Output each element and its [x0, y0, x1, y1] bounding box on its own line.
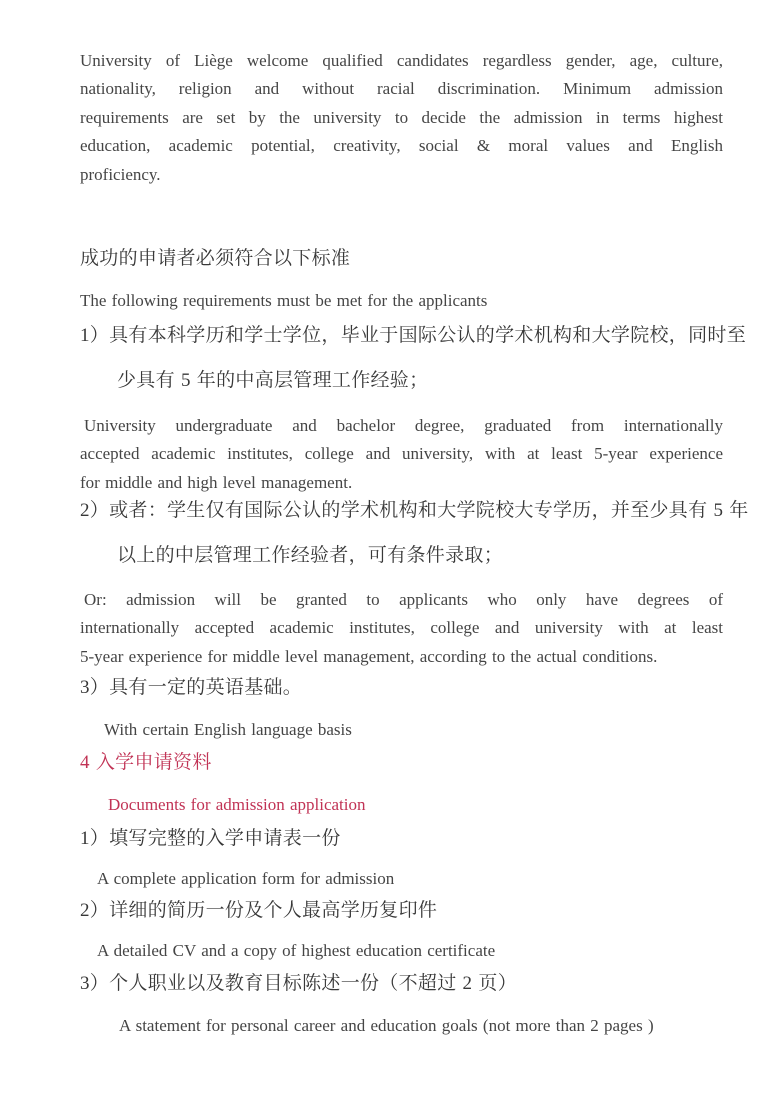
- requirements-heading-en: The following requirements must be met for the applicants: [80, 291, 488, 310]
- requirement-item-cn: 2）或者：学生仅有国际公认的学术机构和大学院校大专学历，并至少具有 5 年: [80, 500, 749, 521]
- requirement-item-en-line: internationally accepted academic institutes, college and university with at least: [80, 618, 723, 637]
- intro-paragraph-line: proficiency.: [80, 165, 161, 184]
- requirement-item-en-line: accepted academic institutes, college and university, with at least 5-year experience: [80, 444, 723, 463]
- requirement-item-en-line: 5-year experience for middle level management, according to the actual conditions.: [80, 647, 658, 666]
- requirement-item-cn-continuation: 以上的中层管理工作经验者，可有条件录取；: [117, 545, 504, 566]
- requirement-item-en-line: for middle and high level management.: [80, 473, 353, 492]
- requirement-item-en-line: University undergraduate and bachelor degree, graduated from internationally: [84, 416, 723, 435]
- document-item-en: A detailed CV and a copy of highest education certificate: [97, 941, 496, 960]
- intro-paragraph-line: requirements are set by the university to decide the admission in terms highest: [80, 108, 723, 127]
- requirement-item-en-line: Or: admission will be granted to applicants who only have degrees of: [84, 590, 723, 609]
- document-item-en: A statement for personal career and education goals (not more than 2 pages ): [119, 1016, 654, 1035]
- requirement-item-en-line: With certain English language basis: [104, 720, 352, 739]
- requirement-item-cn: 1）具有本科学历和学士学位，毕业于国际公认的学术机构和大学院校，同时至: [80, 325, 747, 346]
- documents-heading-en: Documents for admission application: [108, 795, 366, 814]
- documents-heading-cn: 4 入学申请资料: [80, 752, 212, 773]
- document-item-cn: 3）个人职业以及教育目标陈述一份（不超过 2 页）: [80, 973, 518, 994]
- intro-paragraph-line: education, academic potential, creativity, social & moral values and English: [80, 136, 723, 155]
- intro-paragraph-line: nationality, religion and without racial discrimination. Minimum admission: [80, 79, 723, 98]
- intro-paragraph-line: University of Liège welcome qualified candidates regardless gender, age, culture,: [80, 51, 723, 70]
- document-item-cn: 2）详细的简历一份及个人最高学历复印件: [80, 900, 438, 921]
- requirement-item-cn: 3）具有一定的英语基础。: [80, 677, 303, 698]
- requirements-heading-cn: 成功的申请者必须符合以下标准: [80, 248, 351, 269]
- requirement-item-cn-continuation: 少具有 5 年的中高层管理工作经验；: [117, 370, 429, 391]
- document-item-en: A complete application form for admission: [97, 869, 395, 888]
- document-item-cn: 1）填写完整的入学申请表一份: [80, 828, 341, 849]
